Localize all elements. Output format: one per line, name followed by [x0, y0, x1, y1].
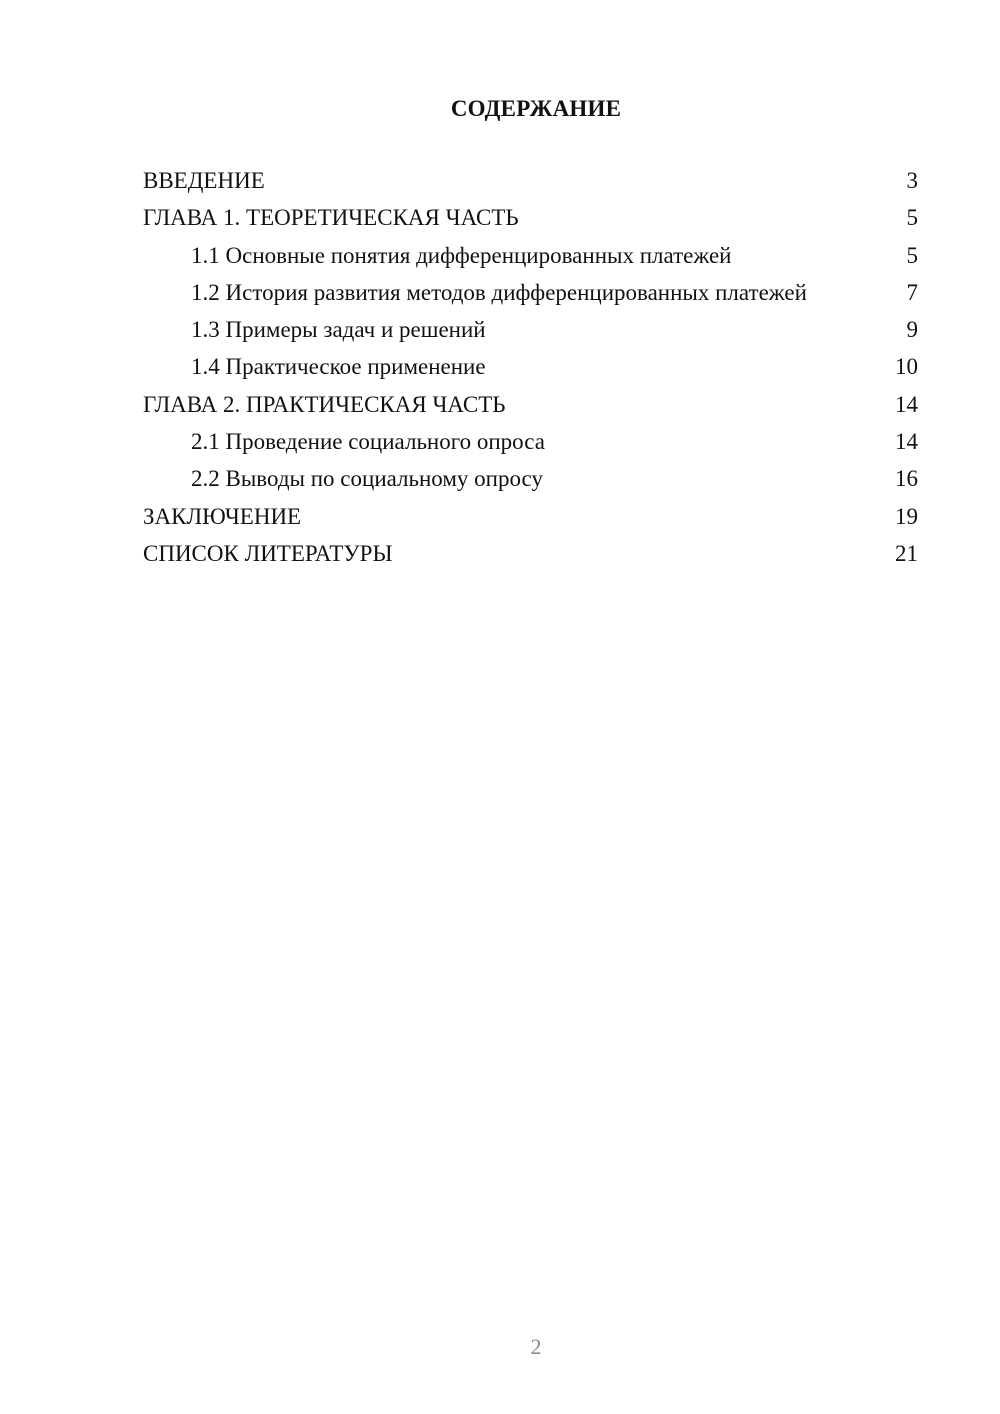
toc-entry-chapter-2[interactable]	[143, 392, 918, 418]
toc-entry-page: 14	[895, 391, 918, 417]
toc-entry-label: ГЛАВА 1. ТЕОРЕТИЧЕСКАЯ ЧАСТЬ	[143, 205, 519, 231]
toc-entry-section-1-4[interactable]	[143, 354, 918, 380]
toc-entry-page: 16	[895, 466, 918, 492]
toc-entry-page: 7	[906, 279, 918, 305]
toc-entry-page: 9	[906, 317, 918, 343]
toc-entry-page: 19	[895, 503, 918, 529]
toc-entry-chapter-1[interactable]	[143, 205, 918, 231]
toc-entry-label: 1.4 Практическое применение	[191, 354, 486, 380]
toc-entry-page: 5	[906, 242, 918, 268]
toc-entry-label: ВВЕДЕНИЕ	[143, 168, 265, 193]
toc-entry-references[interactable]	[143, 541, 918, 567]
toc-entry-page: 3	[906, 168, 918, 193]
toc-entry-label: СПИСОК ЛИТЕРАТУРЫ	[143, 540, 393, 566]
toc-entry-label: 1.1 Основные понятия дифференцированных платежей	[191, 242, 732, 268]
toc-entry-section-2-2[interactable]	[143, 466, 918, 492]
toc-entry-label: ЗАКЛЮЧЕНИЕ	[143, 503, 302, 529]
toc-entry-section-1-1[interactable]	[143, 243, 918, 269]
toc-entry-page: 5	[906, 205, 918, 231]
page-number: 2	[530, 1334, 542, 1359]
toc-entry-page: 14	[895, 429, 918, 455]
toc-entry-label: 1.3 Примеры задач и решений	[191, 317, 486, 343]
toc-entry-conclusion[interactable]	[143, 504, 918, 530]
toc-entry-label: 1.2 История развития методов дифференцированных платежей	[191, 279, 807, 305]
toc-entry-page: 21	[895, 540, 918, 566]
toc-entry-label: 2.2 Выводы по социальному опросу	[191, 466, 543, 492]
toc-entry-label: ГЛАВА 2. ПРАКТИЧЕСКАЯ ЧАСТЬ	[143, 391, 506, 417]
toc-entry-section-1-2[interactable]	[143, 280, 918, 306]
toc-entry-introduction[interactable]	[143, 168, 918, 194]
table-of-contents	[143, 168, 918, 578]
toc-entry-label: 2.1 Проведение социального опроса	[191, 429, 545, 455]
toc-entry-page: 10	[895, 354, 918, 380]
page-title: СОДЕРЖАНИЕ	[450, 96, 622, 121]
toc-entry-section-1-3[interactable]	[143, 317, 918, 343]
toc-entry-section-2-1[interactable]	[143, 429, 918, 455]
